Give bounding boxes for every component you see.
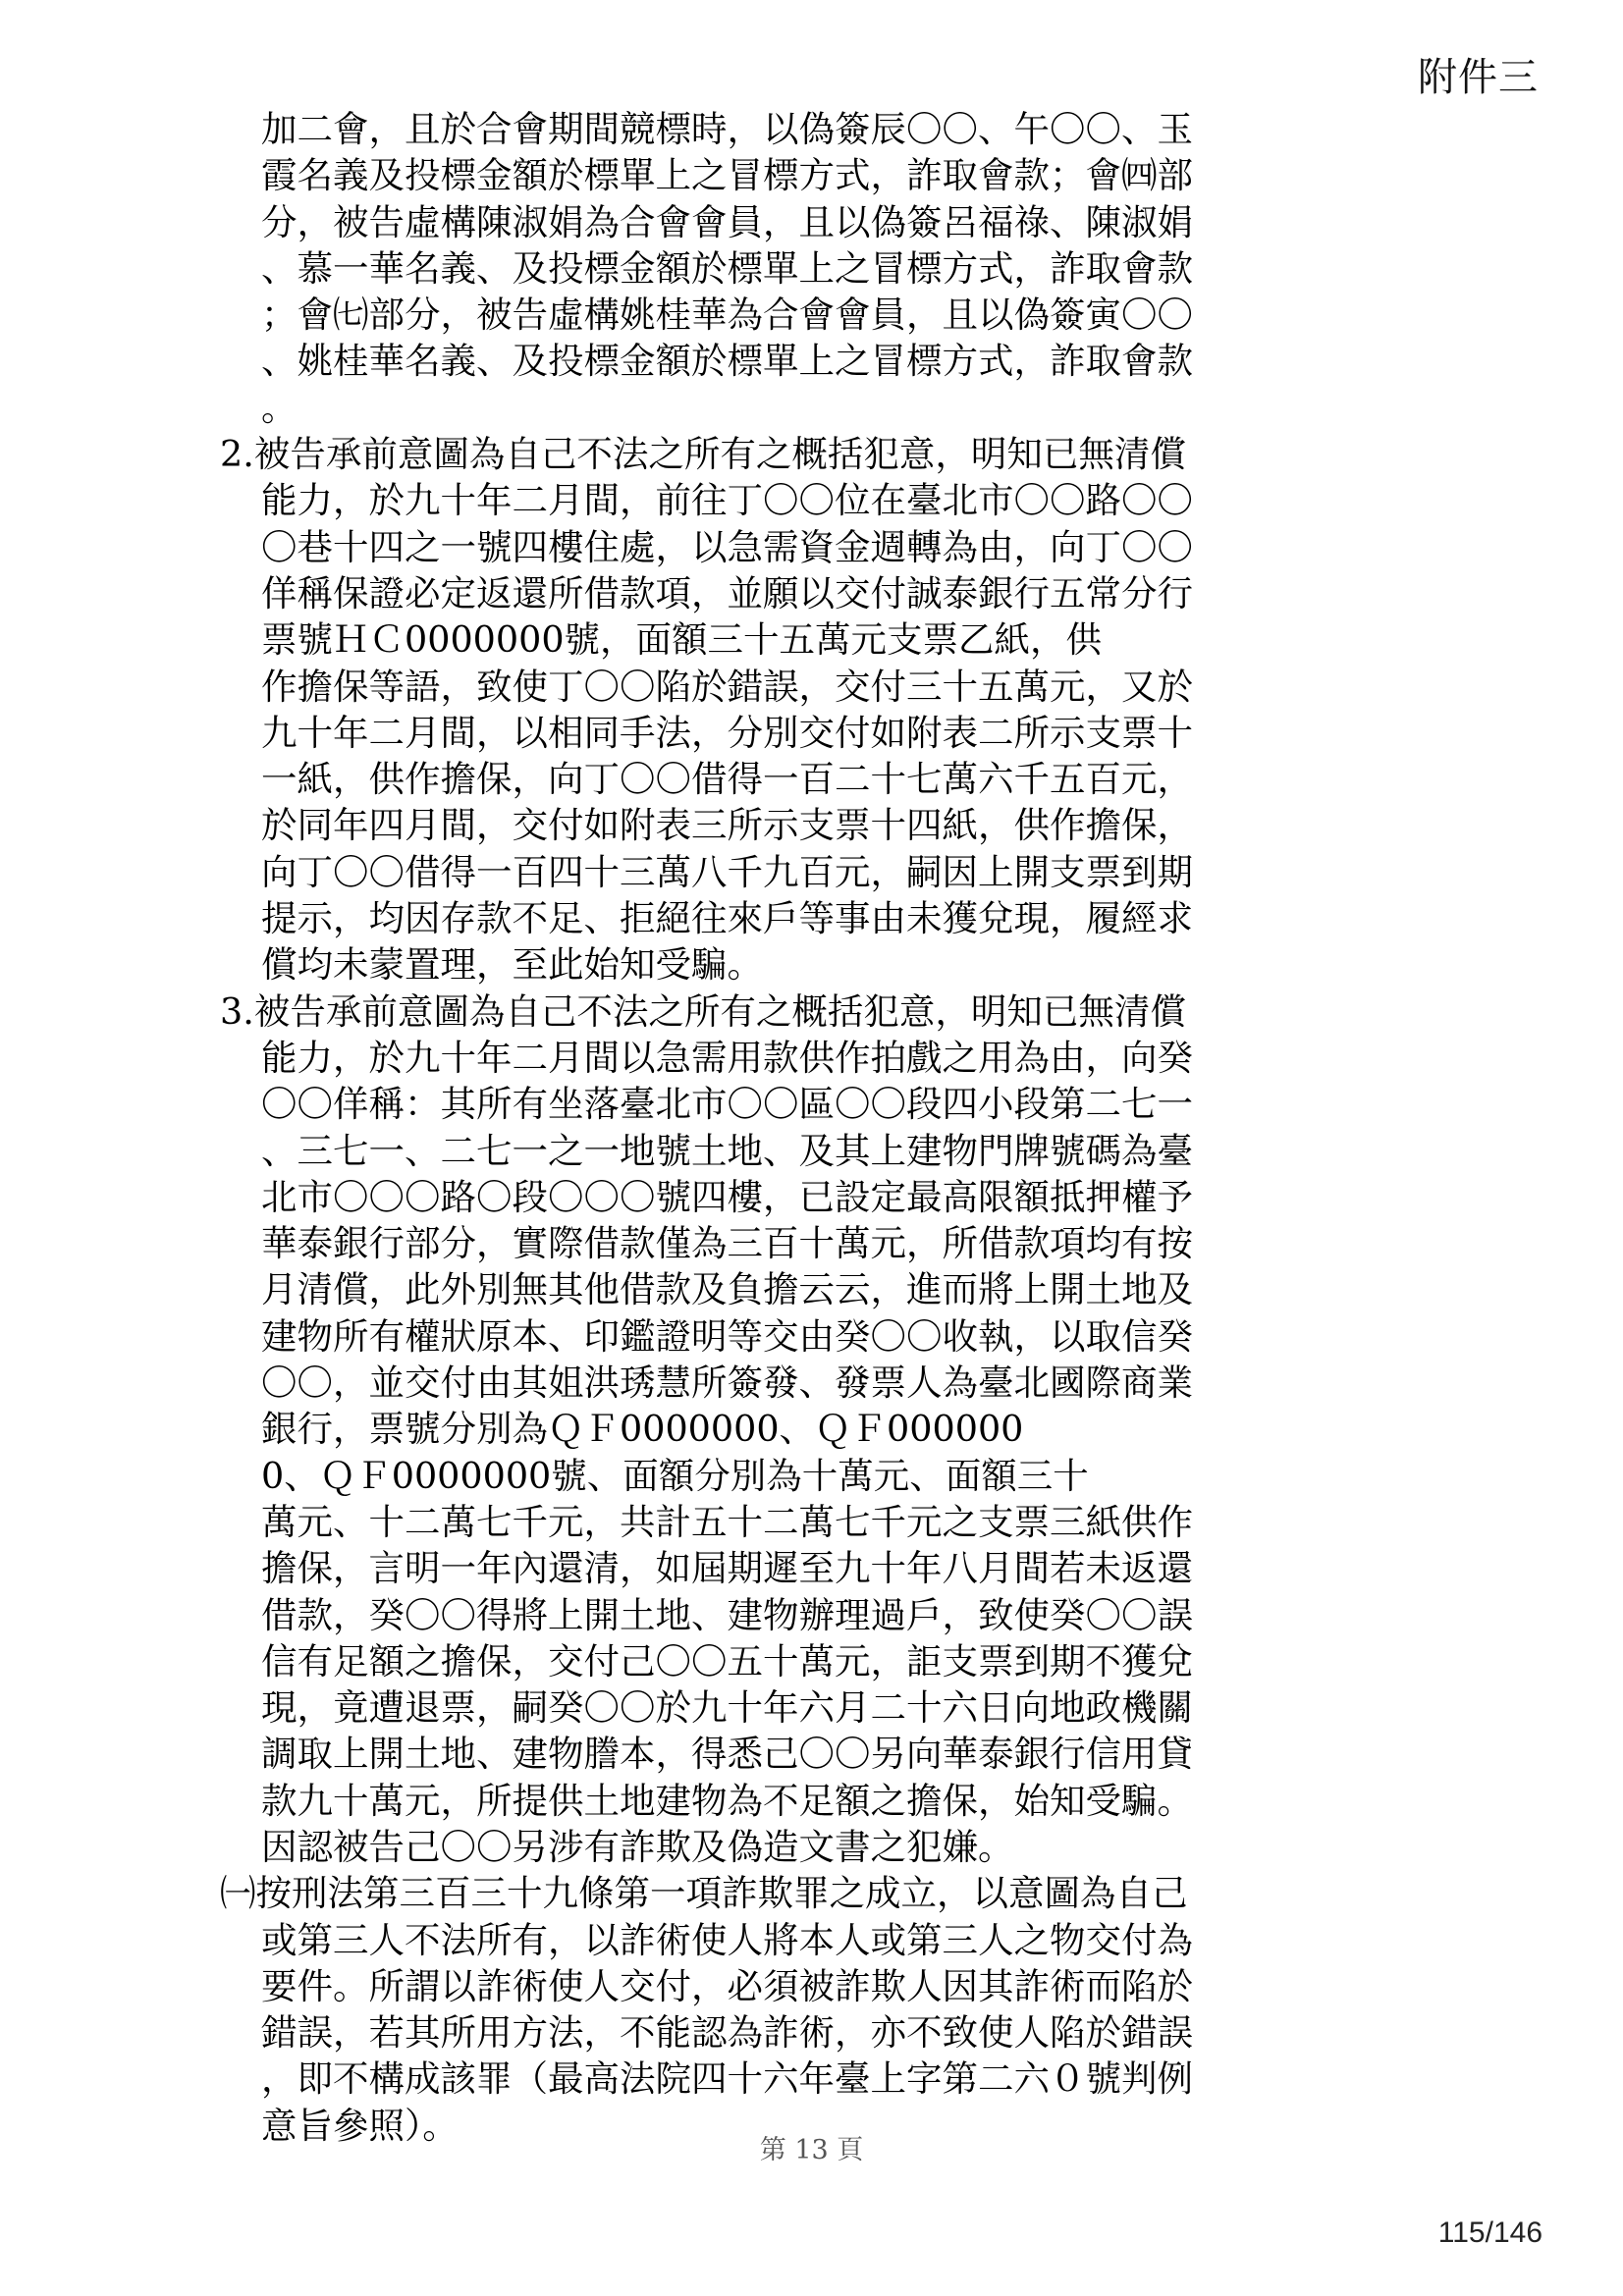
text-line: 、姚桂華名義、及投標金額於標單上之冒標方式，詐取會款 [261,340,1193,383]
text-line: 華泰銀行部分，實際借款僅為三百十萬元，所借款項均有按 [261,1222,1193,1265]
text-line: 或第三人不法所有，以詐術使人將本人或第三人之物交付為 [261,1918,1193,1961]
text-line: 能力，於九十年二月間以急需用款供作拍戲之用為由，向癸 [261,1036,1193,1079]
text-line: 分，被告虛構陳淑娟為合會會員，且以偽簽呂福祿、陳淑娟 [261,200,1193,243]
text-line: 2.被告承前意圖為自己不法之所有之概括犯意，明知已無清償 [220,433,1186,476]
text-line: 3.被告承前意圖為自己不法之所有之概括犯意，明知已無清償 [220,989,1186,1033]
text-line: 、三七一、二七一之一地號土地、及其上建物門牌號碼為臺 [261,1129,1193,1172]
page-count: 115/146 [1437,2216,1542,2249]
text-line: 0、ＱＦ0000000號、面額分別為十萬元、面額三十 [261,1454,1089,1497]
text-line: 建物所有權狀原本、印鑑證明等交由癸〇〇收執，以取信癸 [261,1314,1193,1358]
text-line: 向丁〇〇借得一百四十三萬八千九百元，嗣因上開支票到期 [261,850,1193,893]
text-line: 〇〇，並交付由其姐洪琇慧所簽發、發票人為臺北國際商業 [261,1362,1193,1405]
text-line: 一紙，供作擔保，向丁〇〇借得一百二十七萬六千五百元， [261,758,1193,801]
text-line: 意旨參照）。 [261,2104,459,2147]
text-line: 霞名義及投標金額於標單上之冒標方式，詐取會款；會㈣部 [261,154,1193,197]
text-line: 加二會，且於合會期間競標時，以偽簽辰〇〇、午〇〇、玉 [261,108,1193,150]
text-line: 於同年四月間，交付如附表三所示支票十四紙，供作擔保， [261,804,1193,847]
text-line: 提示，均因存款不足、拒絕往來戶等事由未獲兌現，履經求 [261,897,1193,940]
text-line: 借款，癸〇〇得將上開土地、建物辦理過戶，致使癸〇〇誤 [261,1593,1193,1636]
text-line: ，即不構成該罪（最高法院四十六年臺上字第二六０號判例 [261,2057,1193,2101]
text-line: 。 [261,386,298,429]
annex-label: 附件三 [1418,55,1539,100]
text-line: ㈠按刑法第三百三十九條第一項詐欺罪之成立，以意圖為自己 [220,1872,1188,1915]
document-body [220,106,1202,2149]
text-line: 月清償，此外別無其他借款及負擔云云，進而將上開土地及 [261,1268,1193,1311]
text-line: 作擔保等語，致使丁〇〇陷於錯誤，交付三十五萬元，又於 [261,665,1193,708]
text-line: 佯稱保證必定返還所借款項，並願以交付誠泰銀行五常分行 [261,571,1193,614]
text-line: 萬元、十二萬七千元，共計五十二萬七千元之支票三紙供作 [261,1500,1193,1543]
text-line: ；會㈦部分，被告虛構姚桂華為合會會員，且以偽簽寅〇〇 [261,294,1193,337]
text-line: 現，竟遭退票，嗣癸〇〇於九十年六月二十六日向地政機關 [261,1686,1193,1730]
text-line: 償均未蒙置理，至此始知受騙。 [261,943,763,987]
text-line: 票號ＨＣ0000000號，面額三十五萬元支票乙紙，供 [261,618,1103,662]
text-line: 北市〇〇〇路〇段〇〇〇號四樓，已設定最高限額抵押權予 [261,1175,1193,1218]
text-line: 要件。所謂以詐術使人交付，必須被詐欺人因其詐術而陷於 [261,1964,1193,2007]
text-line: 款九十萬元，所提供土地建物為不足額之擔保，始知受騙。 [261,1779,1193,1822]
page-number: 第 13 頁 [759,2135,864,2165]
text-line: 、慕一華名義、及投標金額於標單上之冒標方式，詐取會款 [261,246,1193,290]
text-line: 錯誤，若其所用方法，不能認為詐術，亦不致使人陷於錯誤 [261,2011,1193,2055]
text-line: 能力，於九十年二月間，前往丁〇〇位在臺北市〇〇路〇〇 [261,479,1193,522]
text-line: 〇〇佯稱：其所有坐落臺北市〇〇區〇〇段四小段第二七一 [261,1083,1193,1126]
text-line: 擔保，言明一年內還清，如屆期遲至九十年八月間若未返還 [261,1547,1193,1590]
text-line: 銀行，票號分別為ＱＦ0000000、ＱＦ000000 [261,1408,1024,1451]
text-line: 信有足額之擔保，交付己〇〇五十萬元，詎支票到期不獲兌 [261,1639,1193,1682]
text-line: 調取上開土地、建物謄本，得悉己〇〇另向華泰銀行信用貸 [261,1733,1193,1776]
text-line: 〇巷十四之一號四樓住處，以急需資金週轉為由，向丁〇〇 [261,525,1193,568]
text-line: 九十年二月間，以相同手法，分別交付如附表二所示支票十 [261,711,1193,754]
text-line: 因認被告己〇〇另涉有詐欺及偽造文書之犯嫌。 [261,1825,1014,1868]
